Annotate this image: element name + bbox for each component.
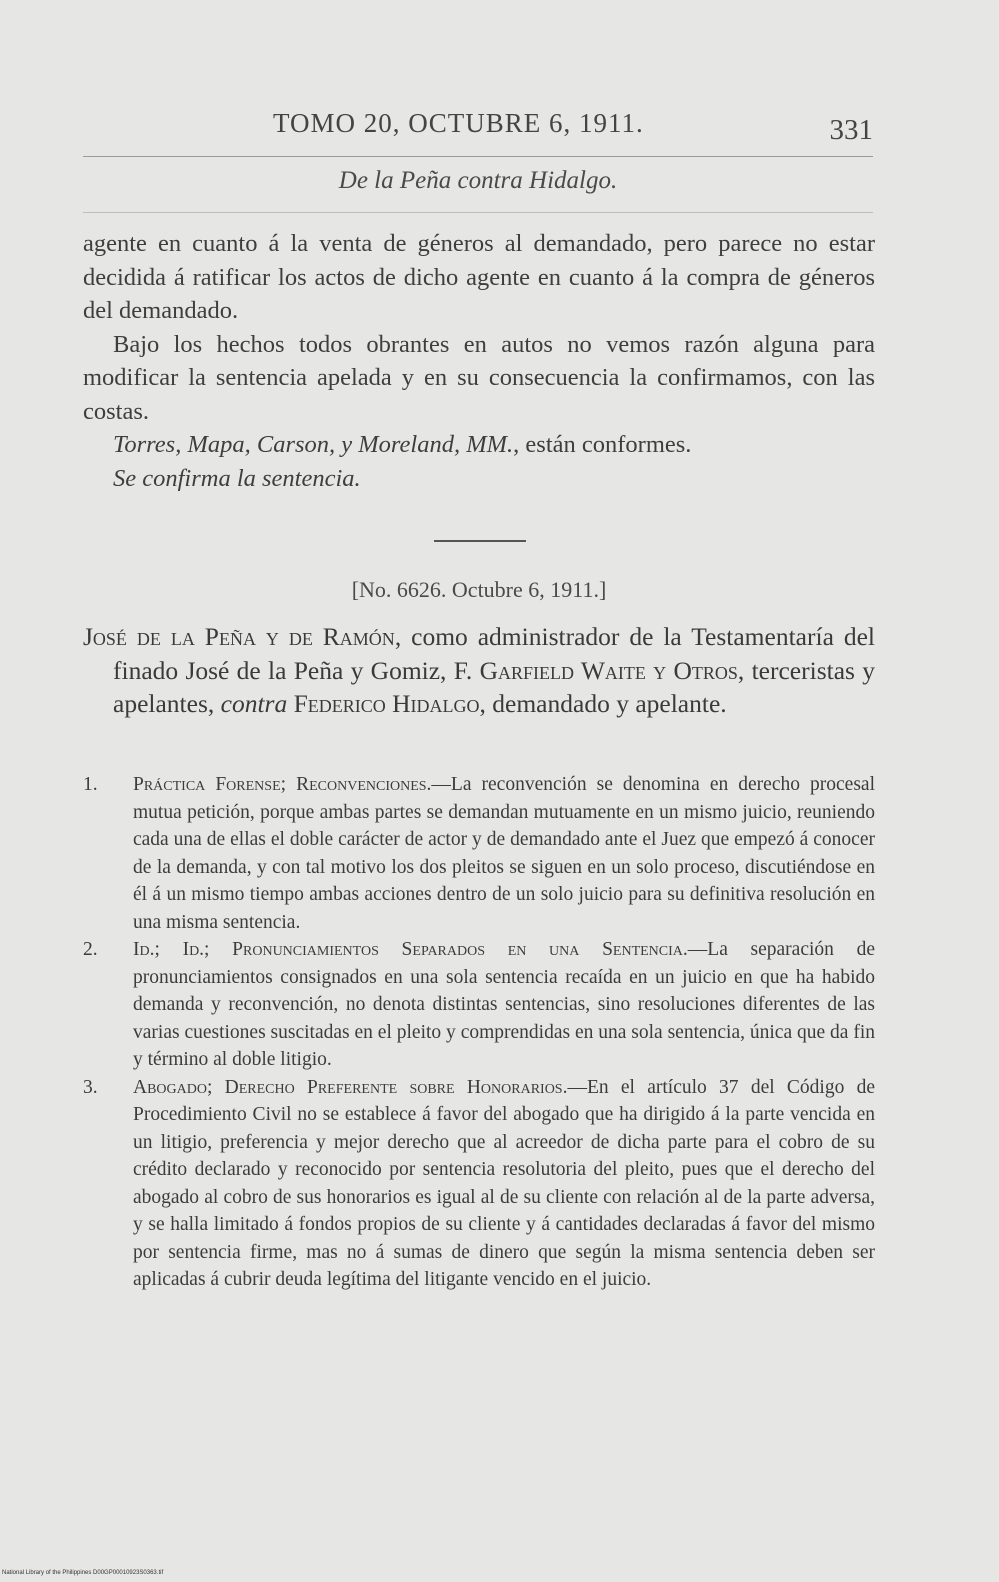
syllabus-number: 1.: [83, 774, 98, 795]
syllabus-heading: Práctica Forense; Reconvenciones.: [133, 774, 432, 795]
syllabus-number: 2.: [83, 939, 98, 960]
paragraph-continued: agente en cuanto á la venta de géneros al demandado, pero parece no estar decidida á ratificar los actos de dicho agente en cuanto á la compra de géneros del demandado.: [83, 230, 875, 324]
scan-footer: National Library of the Philippines D00GP00010923S0363.tif: [2, 1570, 164, 1576]
syllabus: [83, 771, 875, 1294]
syllabus-item: [83, 936, 875, 1074]
disposition: Se confirma la sentencia.: [113, 464, 361, 492]
contra-word: contra: [220, 689, 288, 718]
party-appellant: José de la Peña y de Ramón: [83, 622, 395, 651]
running-head: [83, 108, 873, 156]
page-number: 331: [829, 114, 873, 146]
case-number: [No. 6626. Octubre 6, 1911.]: [351, 577, 607, 602]
syllabus-item: [83, 771, 875, 936]
caption-text-2: , terceristas y apelantes,: [113, 655, 875, 718]
syllabus-heading: Abogado; Derecho Preferente sobre Honorarios.: [133, 1076, 568, 1098]
syllabus-text: —En el artículo 37 del Código de Procedimiento Civil no se establece á favor del abogado que ha dirigido á la parte vencida en un litigio, preferencia y mejor derecho que al acreedor de dicha parte para el cobro de su crédito declarado y reconocido por sentencia resolutoria del pleito, pues que el derecho del abogado al cobro de sus honorarios es igual al de su cliente con relación al de la parte adversa, y se halla limitado á fondos propios de su cliente y á cantidades declaradas á favor del mismo por sentencia firme, mas no á sumas de dinero que según la misma sentencia deben ser aplicadas á cubrir deuda legítima del litigante vencido en el juicio.: [133, 1076, 875, 1290]
paragraph-decision: Bajo los hechos todos obrantes en autos no vemos razón alguna para modificar la sentencia apelada y en su consecuencia la confirmamos, con las costas.: [83, 330, 875, 425]
syllabus-text: —La separación de pronunciamientos consignados en una sola sentencia recaída en un juicio en que ha habido demanda y reconvención, no denota distintas sentencias, sino resoluciones diferentes de las varias cuestiones suscitadas en el pleito y comprendidas en una sola sentencia, única que da fin y término al doble litigio.: [133, 939, 875, 1070]
caption-text-3: , demandado y apelante.: [479, 689, 727, 718]
case-caption: [83, 620, 875, 721]
syllabus-number: 3.: [83, 1076, 98, 1098]
opinion-text: [83, 227, 875, 495]
party-defendant: Federico Hidalgo: [293, 689, 480, 718]
concurrence-text: , están conformes.: [513, 431, 692, 458]
party-intervenors: F. Garfield Waite y Otros: [453, 655, 738, 685]
volume-date-title: TOMO 20, OCTUBRE 6, 1911.: [273, 108, 644, 138]
syllabus-item: [83, 1074, 875, 1294]
syllabus-text: —La reconvención se denomina en derecho procesal mutua petición, porque ambas partes se demandan mutuamente en un mismo juicio, reuniendo cada una de ellas el doble carácter de actor y de demandado ante el Juez que empezó á conocer de la demanda, y con tal motivo los dos pleitos se siguen en un solo proceso, discutiéndose en él á un mismo tiempo ambas acciones dentro de un solo juicio para su definitiva resolución en una misma sentencia.: [133, 774, 875, 933]
caption-text-1: , como administrador de la Testamentaría del finado José de la Peña y Gomiz,: [113, 622, 875, 685]
syllabus-heading: Id.; Id.; Pronunciamientos Separados en una Sentencia.: [133, 939, 688, 960]
concurring-justices: Torres, Mapa, Carson, y Moreland, MM.: [113, 431, 514, 458]
section-divider: [434, 540, 526, 542]
case-running-title: De la Peña contra Hidalgo.: [338, 167, 618, 194]
subtitle-rule: [83, 212, 873, 213]
concurrence-line: [83, 428, 875, 462]
header-rule: [83, 156, 873, 157]
